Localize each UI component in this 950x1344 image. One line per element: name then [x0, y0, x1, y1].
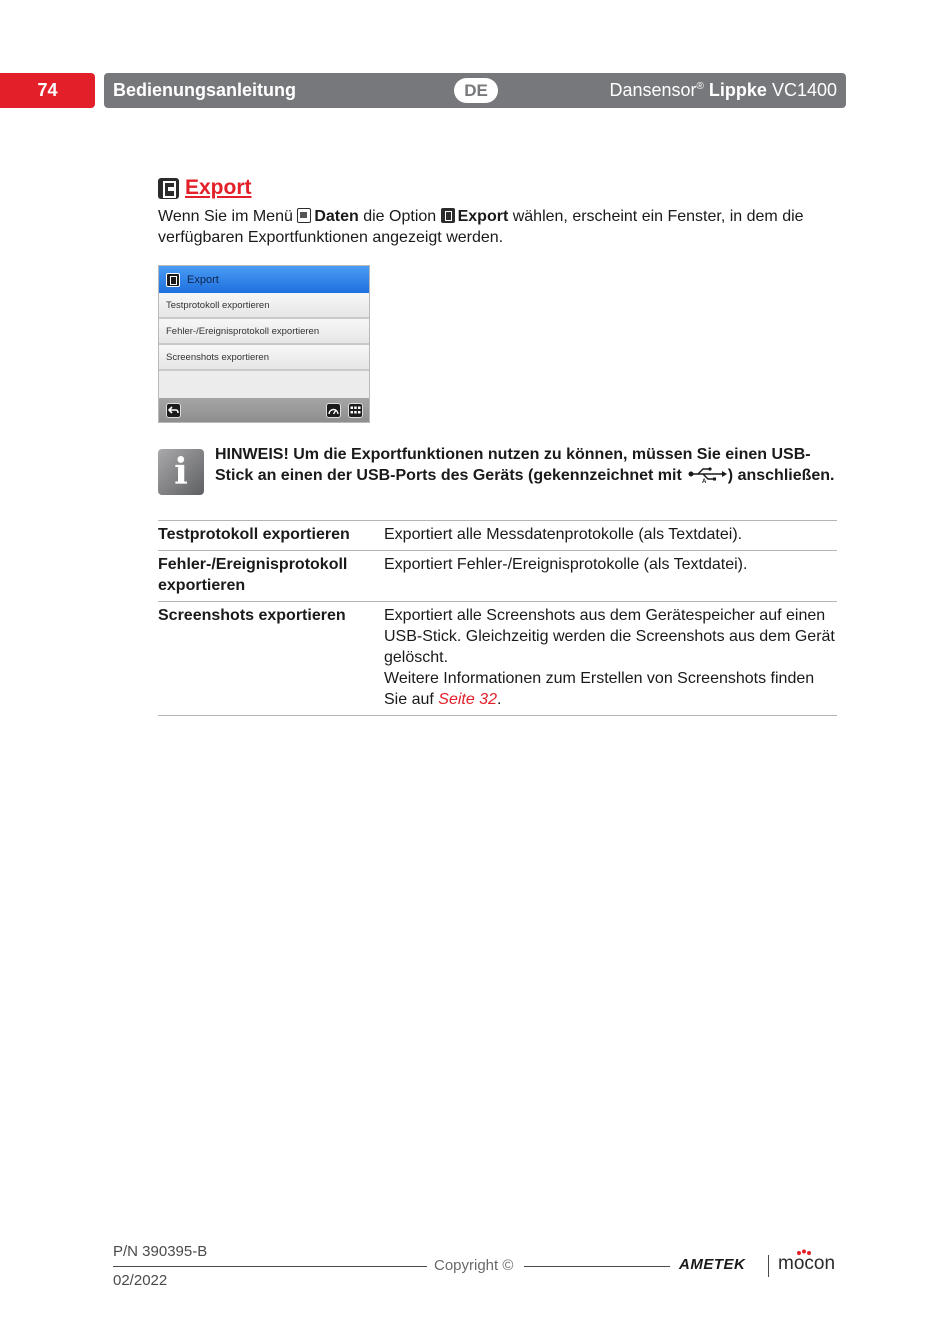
logo-separator — [768, 1255, 769, 1277]
device-empty-row — [159, 371, 369, 399]
model-number: VC1400 — [771, 80, 837, 100]
ametek-logo: AMETEK — [679, 1256, 746, 1273]
export-icon — [441, 208, 455, 223]
device-title: Export — [187, 273, 219, 286]
copyright: Copyright © — [434, 1257, 514, 1274]
footer-divider-left — [113, 1266, 427, 1267]
table-term: Fehler-/Ereignisprotokoll exportieren — [158, 551, 384, 602]
note-body-1: Um die Exportfunktionen nutzen zu können, müssen Sie einen USB-Stick an einen der USB-Ports des Geräts (gekennzeichnet mit — [215, 446, 811, 484]
table-description: Exportiert alle Messdatenprotokolle (als Textdatei). — [384, 521, 837, 551]
description-text-2: Weitere Informationen zum Erstellen von Screenshots finden Sie auf — [384, 670, 815, 708]
table-row — [158, 521, 837, 551]
table-term: Testprotokoll exportieren — [158, 521, 384, 551]
footer-divider-right — [524, 1266, 670, 1267]
brand-name: Dansensor — [609, 80, 697, 100]
note-text — [215, 444, 840, 486]
menu-label: Daten — [314, 208, 359, 225]
table-row — [158, 602, 837, 716]
product-name — [609, 80, 837, 101]
device-menu-item-test-log[interactable]: Testprotokoll exportieren — [159, 293, 369, 319]
intro-text-1: Wenn Sie im Menü — [158, 208, 298, 225]
section-heading — [158, 176, 252, 200]
model-name: Lippke — [708, 80, 767, 100]
table-description: Exportiert Fehler-/Ereignisprotokolle (als Textdatei). — [384, 551, 837, 602]
svg-text:A: A — [701, 479, 707, 483]
table-term: Screenshots exportieren — [158, 602, 384, 716]
device-footer — [159, 398, 369, 422]
header-bar — [104, 73, 846, 108]
section-title[interactable]: Export — [185, 176, 252, 199]
apps-icon[interactable] — [348, 403, 363, 418]
device-screenshot — [158, 265, 370, 423]
intro-paragraph — [158, 206, 838, 248]
document-date: 02/2022 — [113, 1272, 168, 1289]
device-menu-item-error-log[interactable]: Fehler-/Ereignisprotokoll exportieren — [159, 319, 369, 345]
part-number: P/N 390395-B — [113, 1243, 208, 1260]
page-reference-link[interactable]: Seite 32 — [438, 691, 497, 708]
doc-title: Bedienungsanleitung — [113, 80, 297, 100]
table-description — [384, 602, 837, 716]
usb-icon — [688, 467, 728, 483]
description-text-3: . — [496, 691, 502, 708]
dashboard-icon[interactable] — [326, 403, 341, 418]
back-icon[interactable] — [166, 403, 181, 418]
export-icon — [158, 178, 179, 199]
table-row — [158, 551, 837, 602]
export-icon — [166, 273, 180, 287]
language-badge: DE — [454, 78, 498, 103]
option-label: Export — [457, 208, 509, 225]
device-menu-item-screenshots[interactable]: Screenshots exportieren — [159, 345, 369, 371]
device-titlebar — [159, 266, 369, 293]
info-icon: i — [158, 449, 204, 495]
description-text-1: Exportiert alle Screenshots aus dem Gerätespeicher auf einen USB-Stick. Gleichzeitig werden die Screenshots aus dem Gerät gelöscht. — [384, 607, 835, 666]
note-body-2: ) anschließen. — [727, 467, 835, 484]
note-label: HINWEIS! — [215, 446, 289, 463]
page-number: 74 — [0, 73, 95, 108]
intro-text-2: die Option — [358, 208, 441, 225]
registered-mark: ® — [696, 81, 704, 92]
intro-text-3: wählen, erscheint ein Fenster, in dem die verfügbaren Exportfunktionen angezeigt werden. — [158, 208, 804, 246]
mocon-logo: mocon — [778, 1253, 836, 1274]
export-functions-table — [158, 520, 837, 716]
data-icon — [297, 208, 311, 223]
